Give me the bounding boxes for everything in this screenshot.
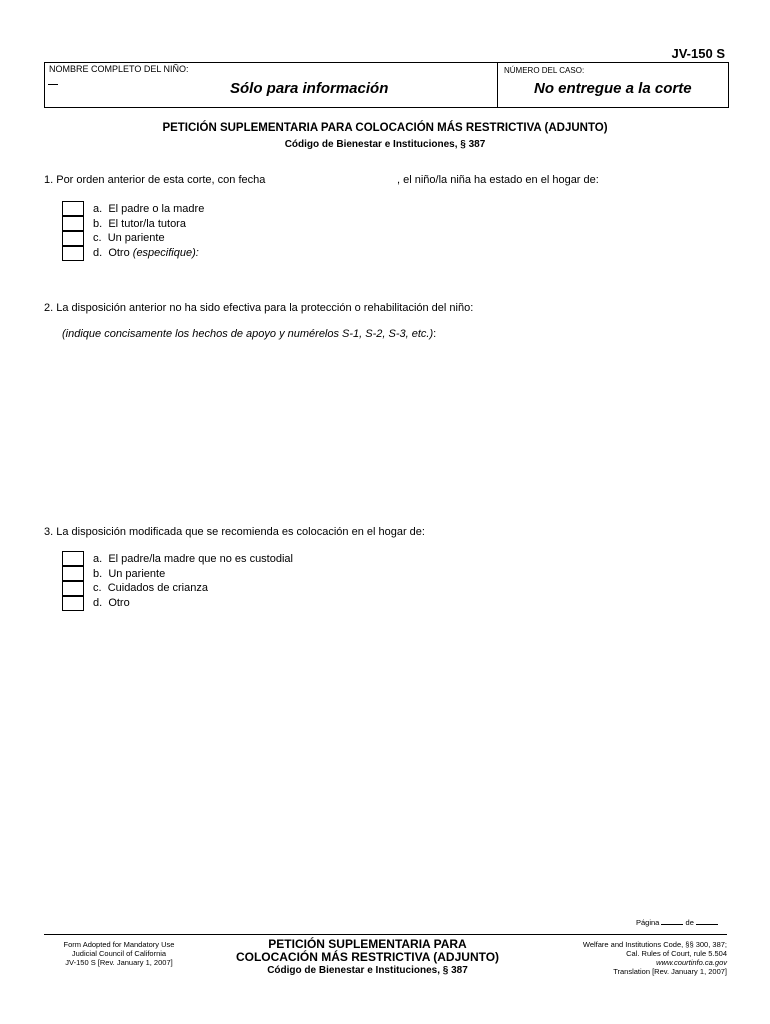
- footer-right: [560, 940, 727, 976]
- footer-website-link[interactable]: www.courtinfo.ca.gov: [656, 958, 727, 967]
- item2-text: 2. La disposición anterior no ha sido efectiva para la protección o rehabilitación del niño:: [44, 302, 474, 314]
- item3-checkbox-a[interactable]: [62, 551, 84, 566]
- form-id: JV-150 S: [671, 46, 725, 61]
- caption-divider: [497, 62, 498, 107]
- footer-rules: Cal. Rules of Court, rule 5.504: [626, 949, 727, 958]
- item3-checkbox-d[interactable]: [62, 596, 84, 611]
- do-not-deliver-notice: No entregue a la corte: [534, 80, 692, 97]
- item1-checkbox-a[interactable]: [62, 201, 84, 216]
- item2-instruction: (indique concisamente los hechos de apoyo y numérelos S-1, S-2, S-3, etc.):: [62, 328, 437, 340]
- item1-prefix: 1. Por orden anterior de esta corte, con fecha: [44, 174, 266, 186]
- item1-checkbox-c[interactable]: [62, 231, 84, 246]
- form-title: PETICIÓN SUPLEMENTARIA PARA COLOCACIÓN MÁS RESTRICTIVA (ADJUNTO): [162, 122, 608, 134]
- footer-code: Welfare and Institutions Code, §§ 300, 387;: [582, 940, 727, 949]
- item1-checkbox-b[interactable]: [62, 216, 84, 231]
- child-name-field[interactable]: [48, 84, 58, 85]
- footer-council: Judicial Council of California: [71, 949, 167, 958]
- item3-checkbox-b[interactable]: [62, 566, 84, 581]
- case-number-label: NÚMERO DEL CASO:: [504, 66, 585, 75]
- child-name-label: NOMBRE COMPLETO DEL NIÑO:: [49, 64, 189, 74]
- footer-title-line1: PETICIÓN SUPLEMENTARIA PARA: [268, 937, 467, 951]
- footer-adopted: Form Adopted for Mandatory Use: [63, 940, 175, 949]
- item3-option-c: c. Cuidados de crianza: [93, 582, 208, 594]
- footer-left: [44, 940, 194, 967]
- page-total-field[interactable]: [696, 917, 718, 925]
- page-of-label: de: [685, 918, 694, 927]
- item3-option-b: b. Un pariente: [93, 568, 166, 580]
- footer-translation: Translation [Rev. January 1, 2007]: [613, 967, 727, 976]
- page-current-field[interactable]: [661, 917, 683, 925]
- footer-rule: [44, 934, 727, 935]
- item1-option-c: c. Un pariente: [93, 232, 165, 244]
- item3-checkbox-c[interactable]: [62, 581, 84, 596]
- item3-text: 3. La disposición modificada que se recomienda es colocación en el hogar de:: [44, 526, 425, 538]
- item1-date-field[interactable]: [290, 172, 395, 186]
- page-number: [636, 917, 718, 927]
- item1-suffix: , el niño/la niña ha estado en el hogar de:: [397, 174, 599, 186]
- item3-option-d: d. Otro: [93, 597, 130, 609]
- item1-checkbox-d[interactable]: [62, 246, 84, 261]
- footer-title-line3: Código de Bienestar e Instituciones, § 387: [267, 965, 468, 976]
- footer-rev: JV-150 S [Rev. January 1, 2007]: [65, 958, 173, 967]
- form-subtitle: Código de Bienestar e Instituciones, § 387: [284, 139, 486, 150]
- footer-title-line2: COLOCACIÓN MÁS RESTRICTIVA (ADJUNTO): [235, 950, 500, 964]
- item1-option-b: b. El tutor/la tutora: [93, 218, 186, 230]
- footer-title: [215, 938, 520, 978]
- item2-facts-area[interactable]: [62, 346, 727, 516]
- info-only-notice: Sólo para información: [230, 80, 389, 97]
- item1-option-a: a. El padre o la madre: [93, 203, 205, 215]
- item1-option-d: d. Otro (especifique):: [93, 247, 199, 259]
- page-label: Página: [636, 918, 660, 927]
- item3-option-a: a. El padre/la madre que no es custodial: [93, 553, 293, 565]
